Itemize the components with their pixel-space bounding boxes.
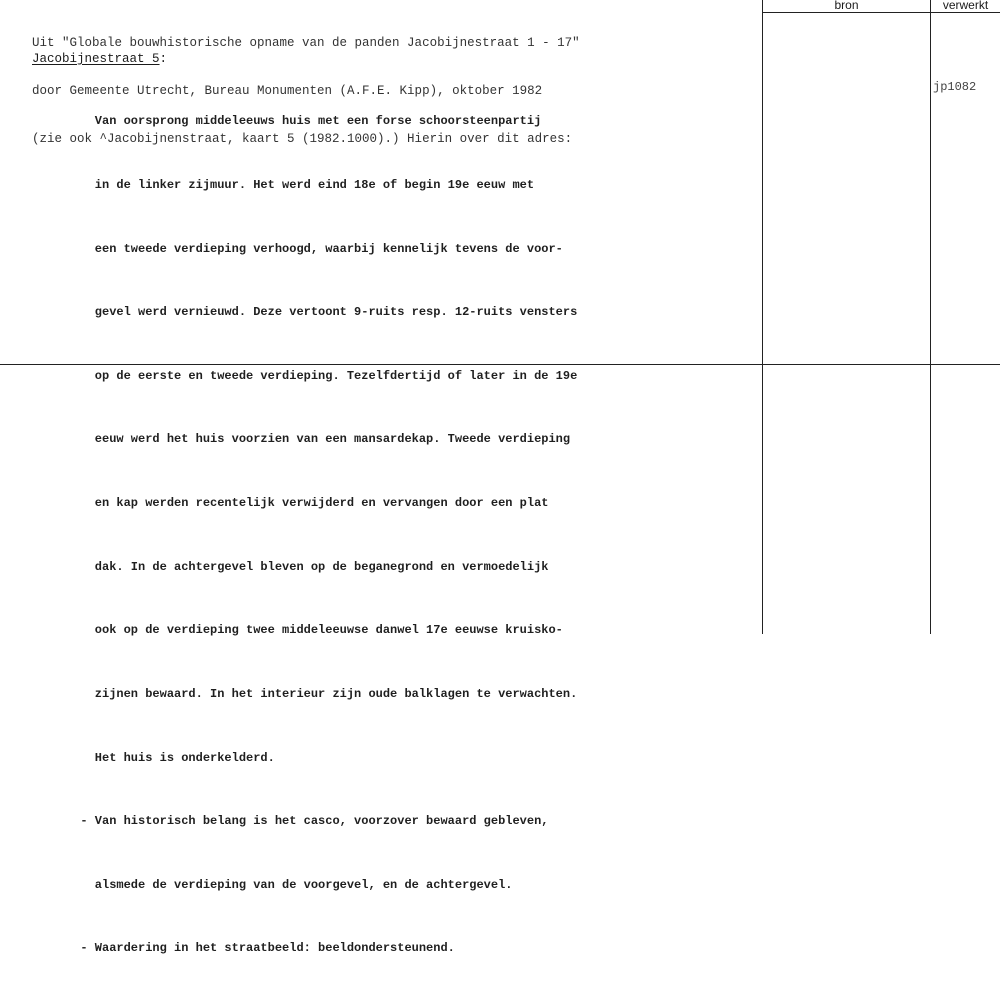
bron-column-rule <box>762 0 763 634</box>
description-line: Van oorsprong middeleeuws huis met een forse schoorsteenpartij <box>66 114 542 129</box>
address-name: Jacobijnestraat 5 <box>32 52 160 66</box>
description-line: ook op de verdieping twee middeleeuwse danwel 17e eeuwse kruisko- <box>66 623 563 638</box>
description-text <box>66 69 577 1002</box>
description-line: Het huis is onderkelderd. <box>66 750 275 765</box>
description-line: eeuw werd het huis voorzien van een mansardekap. Tweede verdieping <box>66 432 571 447</box>
verwerkt-reference: jp1082 <box>933 80 977 94</box>
description-line: alsmede de verdieping van de voorgevel, en de achtergevel. <box>66 877 513 892</box>
intro-line: door Gemeente Utrecht, Bureau Monumenten (A.F.E. Kipp), oktober 1982 <box>32 84 543 98</box>
description-line: dak. In de achtergevel bleven op de beganegrond en vermoedelijk <box>66 559 549 574</box>
description-line: in de linker zijmuur. Het werd eind 18e of begin 19e eeuw met <box>66 178 535 193</box>
bron-column-header: bron <box>834 0 859 12</box>
description-line: zijnen bewaard. In het interieur zijn oude balklagen te verwachten. <box>66 686 578 701</box>
intro-line: (zie ook ^Jacobijnenstraat, kaart 5 (1982.1000).) Hierin over dit adres: <box>32 132 573 146</box>
address-heading <box>32 51 167 67</box>
description-line: op de eerste en tweede verdieping. Tezelfdertijd of later in de 19e <box>66 368 578 383</box>
intro-line: Uit "Globale bouwhistorische opname van de panden Jacobijnestraat 1 - 17" <box>32 36 580 50</box>
description-line: een tweede verdieping verhoogd, waarbij kennelijk tevens de voor- <box>66 241 563 256</box>
verwerkt-column-header: verwerkt <box>942 0 989 12</box>
description-line: - Waardering in het straatbeeld: beeldondersteunend. <box>66 941 455 956</box>
header-rule <box>762 12 1000 13</box>
description-line: gevel werd vernieuwd. Deze vertoont 9-ruits resp. 12-ruits vensters <box>66 305 578 320</box>
address-colon: : <box>159 52 168 66</box>
verwerkt-column-rule <box>930 0 931 634</box>
description-line: - Van historisch belang is het casco, voorzover bewaard gebleven, <box>66 814 549 829</box>
description-line: en kap werden recentelijk verwijderd en vervangen door een plat <box>66 496 549 511</box>
